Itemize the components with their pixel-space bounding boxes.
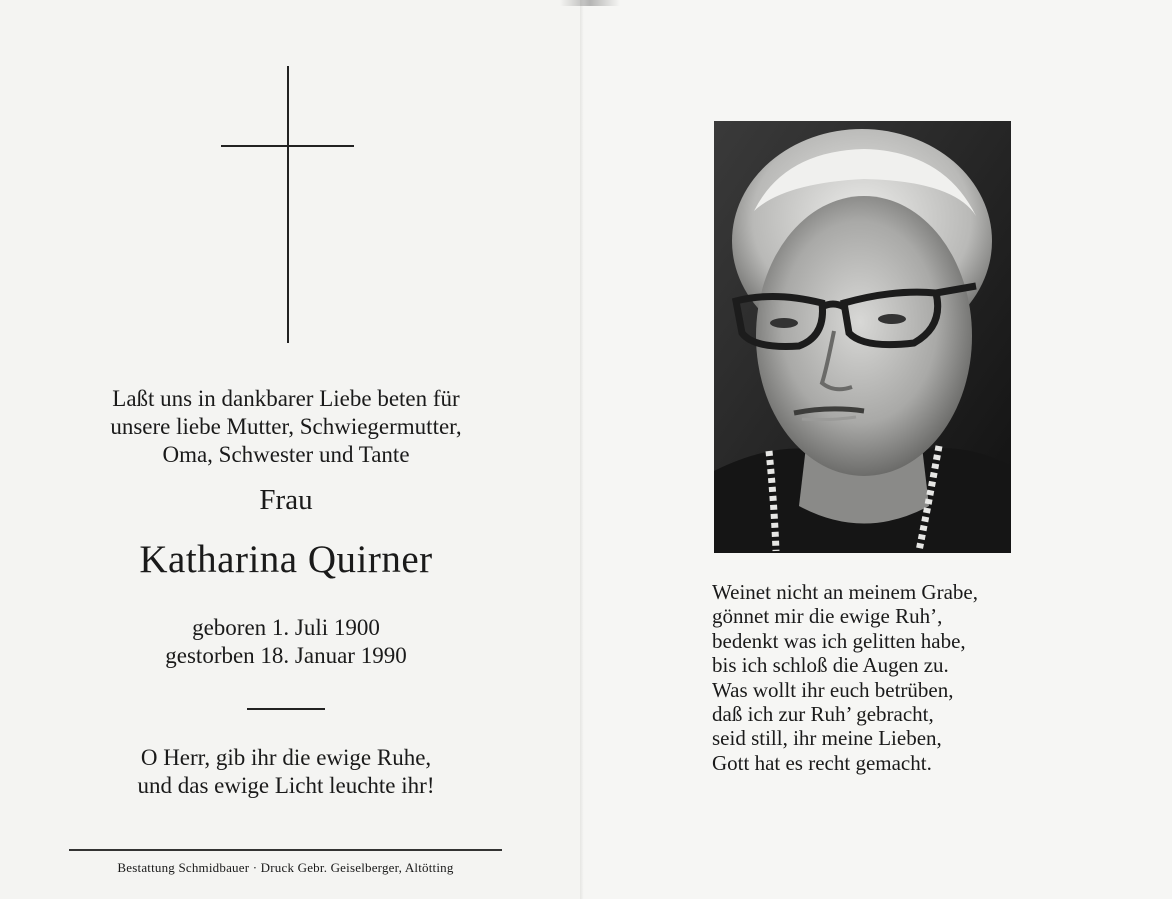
cross-vertical-bar: [287, 66, 289, 343]
fold-shadow: [560, 0, 620, 6]
death-date: gestorben 18. Januar 1990: [165, 643, 407, 668]
life-dates: [70, 614, 502, 670]
dedication-line: unsere liebe Mutter, Schwiegermutter,: [110, 414, 462, 439]
poem-line: bedenkt was ich gelitten habe,: [712, 628, 966, 653]
poem-line: daß ich zur Ruh’ gebracht,: [712, 702, 934, 727]
birth-date: geboren 1. Juli 1900: [192, 615, 380, 640]
dedication-text: [70, 385, 502, 469]
divider-rule: [247, 708, 325, 710]
poem-line: seid still, ihr meine Lieben,: [712, 726, 942, 751]
prayer-line: und das ewige Licht leuchte ihr!: [137, 773, 435, 798]
prayer-line: O Herr, gib ihr die ewige Ruhe,: [140, 745, 432, 770]
portrait-photo: [714, 121, 1011, 553]
footer-rule: [69, 849, 502, 851]
poem: [712, 580, 1052, 775]
printer-credit: Bestattung Schmidbauer · Druck Gebr. Geiselberger, Altötting: [117, 860, 454, 875]
poem-line: bis ich schloß die Augen zu.: [712, 653, 949, 678]
poem-line: Was wollt ihr euch betrüben,: [712, 677, 954, 702]
card-fold: [580, 0, 584, 899]
dedication-line: Laßt uns in dankbarer Liebe beten für: [112, 386, 460, 411]
cross-horizontal-bar: [221, 145, 354, 147]
deceased-name: Katharina Quirner: [139, 538, 433, 581]
honorific: Frau: [259, 484, 313, 516]
dedication-line: Oma, Schwester und Tante: [162, 442, 410, 467]
poem-line: gönnet mir die ewige Ruh’,: [712, 604, 943, 629]
poem-line: Weinet nicht an meinem Grabe,: [712, 580, 978, 604]
poem-line: Gott hat es recht gemacht.: [712, 750, 932, 775]
prayer-text: [70, 744, 502, 800]
